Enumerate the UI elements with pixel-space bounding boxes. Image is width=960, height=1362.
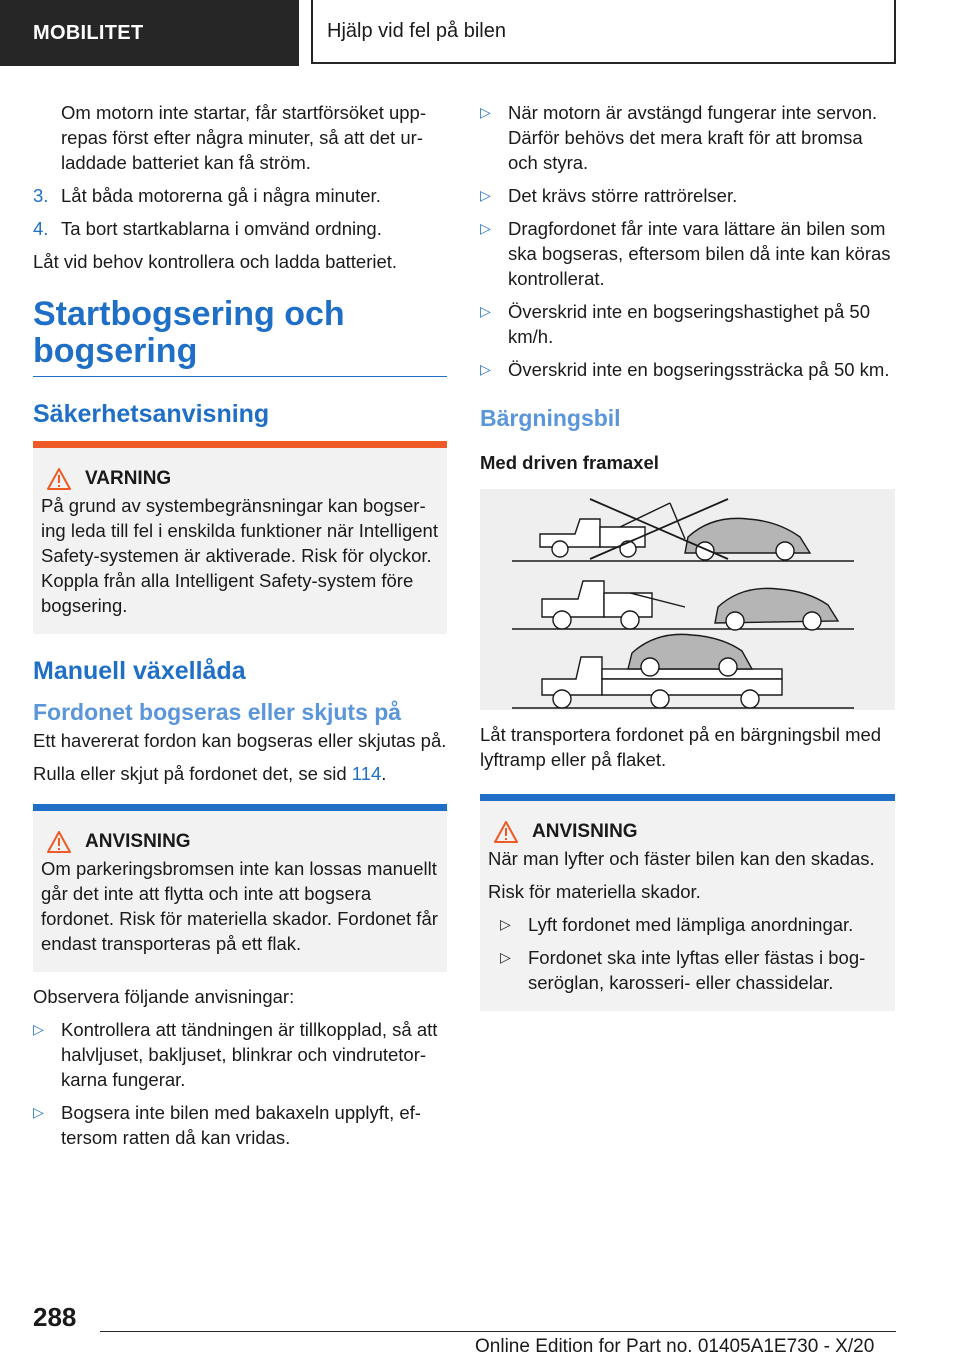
list-item xyxy=(480,299,895,349)
figure-caption: Låt transportera fordonet på en bärgningsbil med lyftramp eller på flaket. xyxy=(480,724,882,770)
step-4 xyxy=(33,216,447,241)
list-item xyxy=(480,357,895,382)
towing-paragraph: Ett havererat fordon kan bogseras eller skjutas på. xyxy=(33,730,447,751)
triangle-right-icon: ▷ xyxy=(480,104,491,120)
tow-truck-heading: Bärgningsbil xyxy=(480,405,621,431)
warning-header xyxy=(41,466,439,491)
list-item-text: Överskrid inte en bogseringssträcka på 50 km. xyxy=(508,359,890,380)
triangle-right-icon: ▷ xyxy=(33,1021,44,1037)
note-callout-right xyxy=(480,794,895,1011)
list-item-text: Överskrid inte en bogseringshastighet på 50 km/h. xyxy=(508,301,870,347)
right-column xyxy=(480,100,895,1023)
warning-triangle-icon xyxy=(47,468,71,490)
note-header xyxy=(488,819,887,844)
triangle-right-icon: ▷ xyxy=(480,303,491,319)
car-1 xyxy=(685,518,810,560)
note-header xyxy=(41,829,439,854)
list-item-text: Bogsera inte bilen med bakaxeln upplyft, eftersom ratten då kan vridas. xyxy=(61,1102,421,1148)
car-2 xyxy=(715,588,838,630)
step-number: 3. xyxy=(33,185,49,206)
towing-subheading: Fordonet bogseras eller skjuts på xyxy=(33,699,402,725)
reference-suffix: . xyxy=(381,763,387,784)
manual-gearbox-heading: Manuell växellåda xyxy=(33,657,246,685)
safety-heading: Säkerhetsanvisning xyxy=(33,400,270,428)
left-column xyxy=(33,100,447,1158)
warning-triangle-icon xyxy=(494,821,518,843)
triangle-right-icon: ▷ xyxy=(480,361,491,377)
footer-edition: Online Edition for Part no. 01405A1E730 - X/20 xyxy=(475,1336,875,1357)
note-text: Om parkeringsbromsen inte kan lossas manuellt går det inte att flytta och inte att bogsera fordonet. Risk för materiella skador. Fordonet får endast transporteras på ett flak. xyxy=(41,858,438,954)
note-title: ANVISNING xyxy=(532,821,638,842)
step-text: Låt båda motorerna gå i några minuter. xyxy=(61,185,381,206)
page-reference-link[interactable]: 114 xyxy=(351,763,382,784)
note-line: När man lyfter och fäster bilen kan den skadas. xyxy=(488,848,875,869)
list-item xyxy=(480,100,895,175)
reference-text: Rulla eller skjut på fordonet det, se sid xyxy=(33,763,352,784)
note-title: ANVISNING xyxy=(85,831,191,852)
step-3 xyxy=(33,183,447,208)
warning-text: På grund av systembegränsningar kan bogsering leda till fel i enskilda funktioner när Intelligent Safety-systemen är aktiverade. Risk för olyckor. Koppla från alla Intelligent Safety-system före bogsering. xyxy=(41,495,438,616)
after-steps-paragraph: Låt vid behov kontrollera och ladda batteriet. xyxy=(33,251,398,272)
list-item xyxy=(480,183,895,208)
step-number: 4. xyxy=(33,218,49,239)
triangle-right-icon: ▷ xyxy=(480,187,491,203)
triangle-right-icon: ▷ xyxy=(480,220,491,236)
triangle-right-icon: ▷ xyxy=(33,1104,44,1120)
footer-divider xyxy=(100,1331,896,1332)
list-item-text: Lyft fordonet med lämpliga anordningar. xyxy=(528,914,854,935)
step-text: Ta bort startkablarna i omvänd ordning. xyxy=(61,218,382,239)
section-title: Startbogsering och bogsering xyxy=(33,296,447,377)
list-item-text: Det krävs större rattrörelser. xyxy=(508,185,738,206)
observe-paragraph: Observera följande anvisningar: xyxy=(33,986,295,1007)
towing-illustration xyxy=(480,489,895,710)
list-item-text: När motorn är avstängd fungerar inte servon. Därför behövs det mera kraft för att bromsa och styra. xyxy=(508,102,878,173)
intro-paragraph: Om motorn inte startar, får startförsöket upprepas först efter några minuter, så att det urladdade batteriet kan få ström. xyxy=(61,102,427,173)
section-tab: MOBILITET xyxy=(0,0,299,66)
page-number: 288 xyxy=(33,1302,77,1332)
list-item-text: Kontrollera att tändningen är tillkopplad, så att halvljuset, bakljuset, blinkrar och vindrutetorkarna fungerar. xyxy=(61,1019,438,1090)
triangle-right-icon: ▷ xyxy=(500,949,511,965)
tow-truck-diagram xyxy=(480,489,895,710)
warning-callout xyxy=(33,441,447,634)
list-item-text: Dragfordonet får inte vara lättare än bilen som ska bogseras, eftersom bilen då inte kan köras kontrollerat. xyxy=(508,218,891,289)
list-item xyxy=(500,912,887,937)
note-callout xyxy=(33,804,447,972)
page-header xyxy=(0,0,960,66)
warning-title: VARNING xyxy=(85,468,172,489)
list-item xyxy=(33,1017,447,1092)
list-item xyxy=(480,216,895,291)
chapter-title: Hjälp vid fel på bilen xyxy=(311,0,896,64)
front-axle-subheading: Med driven framaxel xyxy=(480,452,659,473)
triangle-right-icon: ▷ xyxy=(500,916,511,932)
warning-triangle-icon xyxy=(47,831,71,853)
reference-paragraph xyxy=(33,761,447,786)
list-item-text: Fordonet ska inte lyftas eller fästas i bogseröglan, karosseri- eller chassidelar. xyxy=(528,947,866,993)
list-item xyxy=(500,945,887,995)
tow-truck-2 xyxy=(542,581,685,629)
note-line: Risk för materiella skador. xyxy=(488,881,701,902)
list-item xyxy=(33,1100,447,1150)
